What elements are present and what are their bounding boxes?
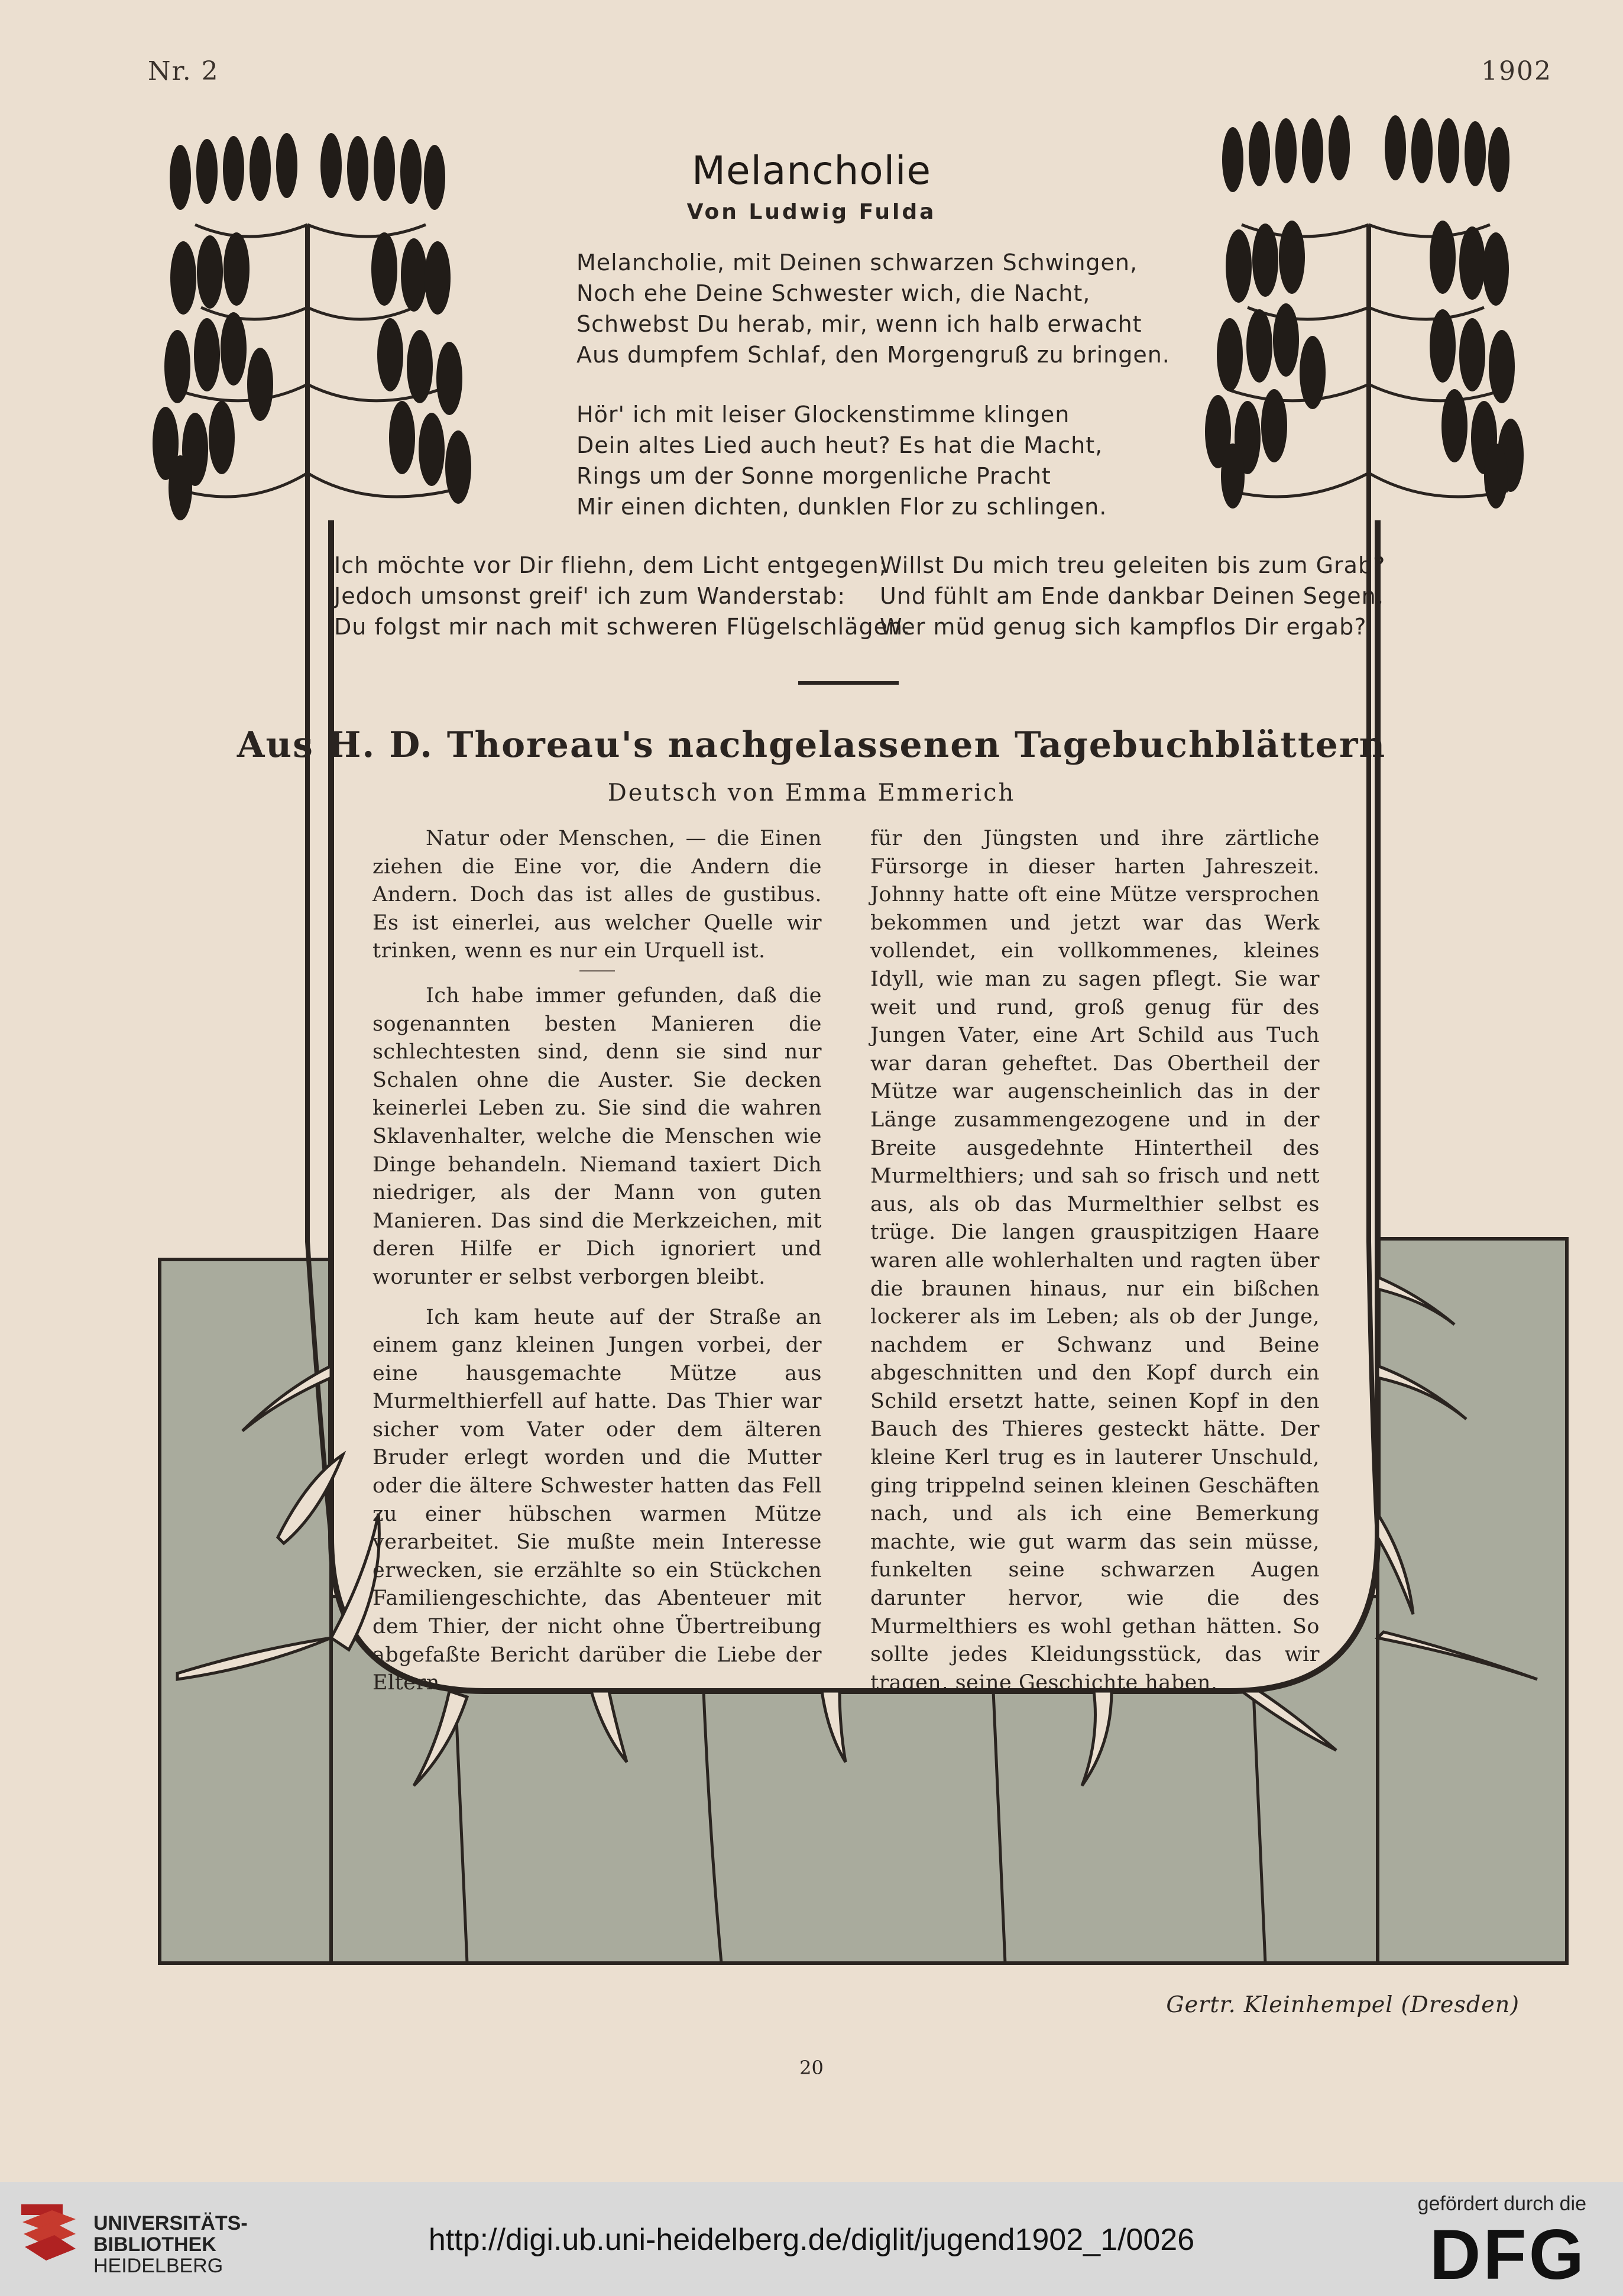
poem-title: Melancholie — [692, 148, 931, 193]
section-divider — [798, 681, 899, 685]
poem-line: Schwebst Du herab, mir, wenn ich halb erwacht — [576, 311, 1142, 337]
poem-stanza-2 — [576, 399, 1168, 522]
poem-line: Du folgst mir nach mit schweren Flügelschlägen. — [334, 614, 911, 640]
poem-line: Jedoch umsonst greif' ich zum Wanderstab: — [334, 583, 846, 609]
funder-text: gefördert durch die — [1417, 2193, 1586, 2215]
artist-credit: Gertr. Kleinhempel (Dresden) — [1166, 1991, 1520, 2017]
poem-stanza-1 — [576, 247, 1168, 370]
poem-line: Hör' ich mit leiser Glockenstimme klingen — [576, 401, 1070, 428]
permalink-url[interactable]: http://digi.ub.uni-heidelberg.de/diglit/jugend1902_1/0026 — [428, 2223, 1195, 2257]
article-paragraph: Ich habe immer gefunden, daß die sogenannten besten Manieren die schlechtesten sind, denn sie sind nur Schalen ohne die Auster. Sie decken keinerlei Leben zu. Sie sind die wahren Sklavenhalter, welche die Menschen wie Dinge behandeln. Niemand taxiert Dich niedriger, als der Mann von guten Manieren. Das sind die Merkzeichen, mit deren Hilfe er Dich ignoriert und worunter er selbst verborgen bleibt. — [372, 983, 822, 1289]
poem-line: Ich möchte vor Dir fliehn, dem Licht entgegen; — [334, 552, 887, 578]
poem-line: Aus dumpfem Schlaf, den Morgengruß zu bringen. — [576, 342, 1170, 368]
article-column-left — [372, 825, 822, 1698]
poem-line: Und fühlt am Ende dankbar Deinen Segen, — [880, 583, 1384, 609]
article-column-right — [870, 825, 1320, 1697]
article-paragraph: Natur oder Menschen, — die Einen ziehen die Eine vor, die Andern die Andern. Doch das ist alles de gustibus. Es ist einerlei, aus welcher Quelle wir trinken, wenn es nur ein Urquell ist. — [372, 827, 822, 963]
digitization-footer — [0, 2182, 1623, 2296]
poem-stanza-3 — [334, 550, 911, 642]
poem-stanza-4 — [880, 550, 1386, 642]
poem-author: Von Ludwig Fulda — [686, 200, 937, 224]
poem-line: Wer müd genug sich kampflos Dir ergab? — [880, 614, 1367, 640]
article-paragraph: für den Jüngsten und ihre zärtliche Fürsorge in dieser harten Jahreszeit. Johnny hatte oft eine Mütze versprochen bekommen und jetzt war das Werk vollendet, ein vollkommenes, kleines Idyll, wie man zu sagen pflegt. Sie war weit und rund, groß genug für des Jungen Vater, eine Art Schild aus Tuch war daran geheftet. Das Obertheil der Mütze war augenscheinlich das in der Länge zusammengezogene und in der Breite ausgedehnte Hintertheil des Murmelthiers; und sah so frisch und nett aus, als ob das Murmelthier selbst es trüge. Die langen grauspitzigen Haare waren alle wohlerhalten und ragten über die braunen hinaus, nur ein bißchen lockerer als im Leben; als ob der Junge, nachdem er Schwanz und Beine abgeschnitten und den Kopf durch ein Schild ersetzt hatte, seinen Kopf in den Bauch des Thieres gesteckt hätte. Der kleine Kerl trug es in lauterer Unschuld, ging trippelnd seinen kleinen Geschäften nach, und als ich eine Bemerkung machte, wie gut warm das sein müsse, funkelten seine schwarzen Augen darunter hervor, wie die des Murmelthiers es wohl gethan hätten. So sollte jedes Kleidungsstück, das wir tragen, seine Geschichte haben. — [870, 827, 1320, 1695]
ground-panel-right — [1378, 1239, 1567, 1963]
poem-line: Mir einen dichten, dunklen Flor zu schlingen. — [576, 494, 1107, 520]
poem-line: Dein altes Lied auch heut? Es hat die Macht, — [576, 432, 1103, 458]
issue-number: Nr. 2 — [148, 56, 219, 86]
university-library-name: UNIVERSITÄTS- BIBLIOTHEK HEIDELBERG — [93, 2212, 248, 2277]
year: 1902 — [1481, 56, 1552, 86]
poem-line: Noch ehe Deine Schwester wich, die Nacht, — [576, 280, 1091, 306]
page-number: 20 — [799, 2057, 824, 2079]
ground-panel-left — [160, 1259, 331, 1963]
article-paragraph: Ich kam heute auf der Straße an einem ganz kleinen Jungen vorbei, der eine hausgemachte Mütze aus Murmelthierfell auf hatte. Das Thier war sicher vom Vater oder dem älteren Bruder erlegt worden und die Mutter oder die ältere Schwester hatten das Fell zu einer hübschen warmen Mütze verarbeitet. Sie mußte mein Interesse erwecken, sie erzählte so ein Stückchen Familiengeschichte, das Abenteuer mit dem Thier, der nicht ohne Übertreibung abgefaßte Bericht darüber die Liebe der Eltern — [372, 1305, 822, 1695]
poem-line: Rings um der Sonne morgenliche Pracht — [576, 463, 1051, 489]
poem-line: Willst Du mich treu geleiten bis zum Grab? — [880, 552, 1386, 578]
article-translator: Deutsch von Emma Emmerich — [607, 779, 1016, 807]
poem-line: Melancholie, mit Deinen schwarzen Schwingen, — [576, 250, 1138, 276]
dfg-logo[interactable]: DFG — [1429, 2215, 1586, 2294]
article-title: Aus H. D. Thoreau's nachgelassenen Tagebuchblättern — [237, 724, 1386, 766]
paragraph-rule — [579, 970, 615, 971]
